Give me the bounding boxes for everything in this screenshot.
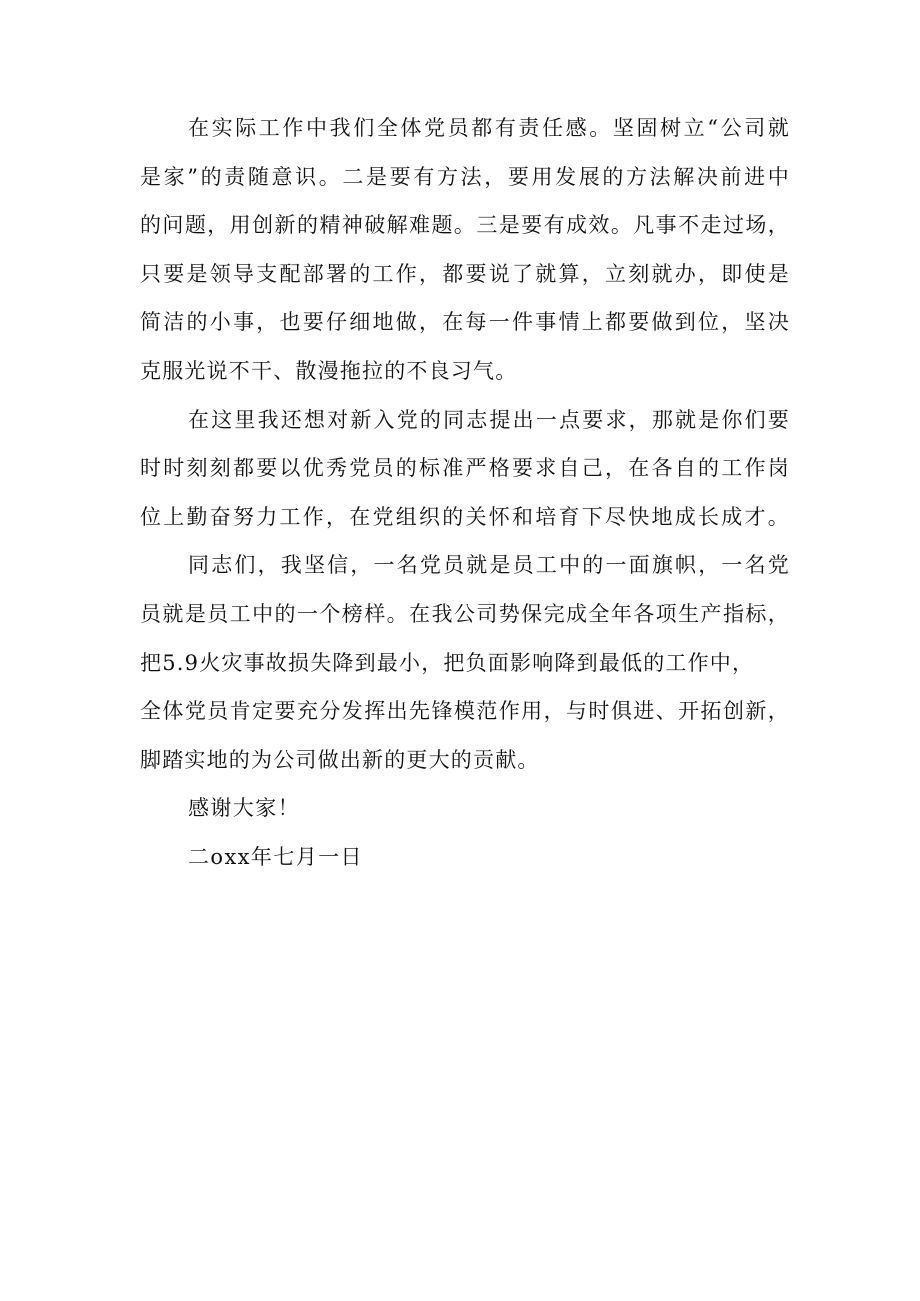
paragraph-comrades <box>140 541 790 784</box>
text-line: 把5.9火灾事故损失降到最小，把负面影响降到最低的工作中， <box>140 650 755 675</box>
text-line: 全体党员肯定要充分发挥出先锋模范作用，与时俱进、开拓创新， <box>140 699 790 724</box>
text-line: 员就是员工中的一个榜样。在我公司势保完成全年各项生产指标， <box>140 601 790 626</box>
document-body <box>140 104 790 882</box>
document-date: 二oxx年七月一日 <box>188 844 363 869</box>
paragraph-responsibility <box>140 104 790 396</box>
closing-thanks: 感谢大家！ <box>188 796 300 821</box>
text-line: 位上勤奋努力工作，在党组织的关怀和培育下尽快地成长成才。 <box>140 504 790 529</box>
text-line: 的问题，用创新的精神破解难题。三是要有成效。凡事不走过场， <box>140 213 790 238</box>
text-line: 克服光说不干、散漫拖拉的不良习气。 <box>140 358 518 383</box>
text-line: 脚踏实地的为公司做出新的更大的贡献。 <box>140 747 540 772</box>
text-line: 在实际工作中我们全体党员都有责任感。坚固树立“公司就 <box>188 116 790 140</box>
paragraph-new-members <box>140 396 790 542</box>
text-line: 简洁的小事，也要仔细地做，在每一件事情上都要做到位，坚决 <box>140 310 790 335</box>
text-line: 是家”的责随意识。二是要有方法，要用发展的方法解决前进中 <box>140 164 790 189</box>
text-line: 只要是领导支配部署的工作，都要说了就算，立刻就办，即使是 <box>140 261 790 286</box>
text-line: 时时刻刻都要以优秀党员的标准严格要求自己，在各自的工作岗 <box>140 456 790 481</box>
text-line: 同志们，我坚信，一名党员就是员工中的一面旗帜，一名党 <box>188 553 790 578</box>
text-line: 在这里我还想对新入党的同志提出一点要求，那就是你们要 <box>188 407 790 432</box>
